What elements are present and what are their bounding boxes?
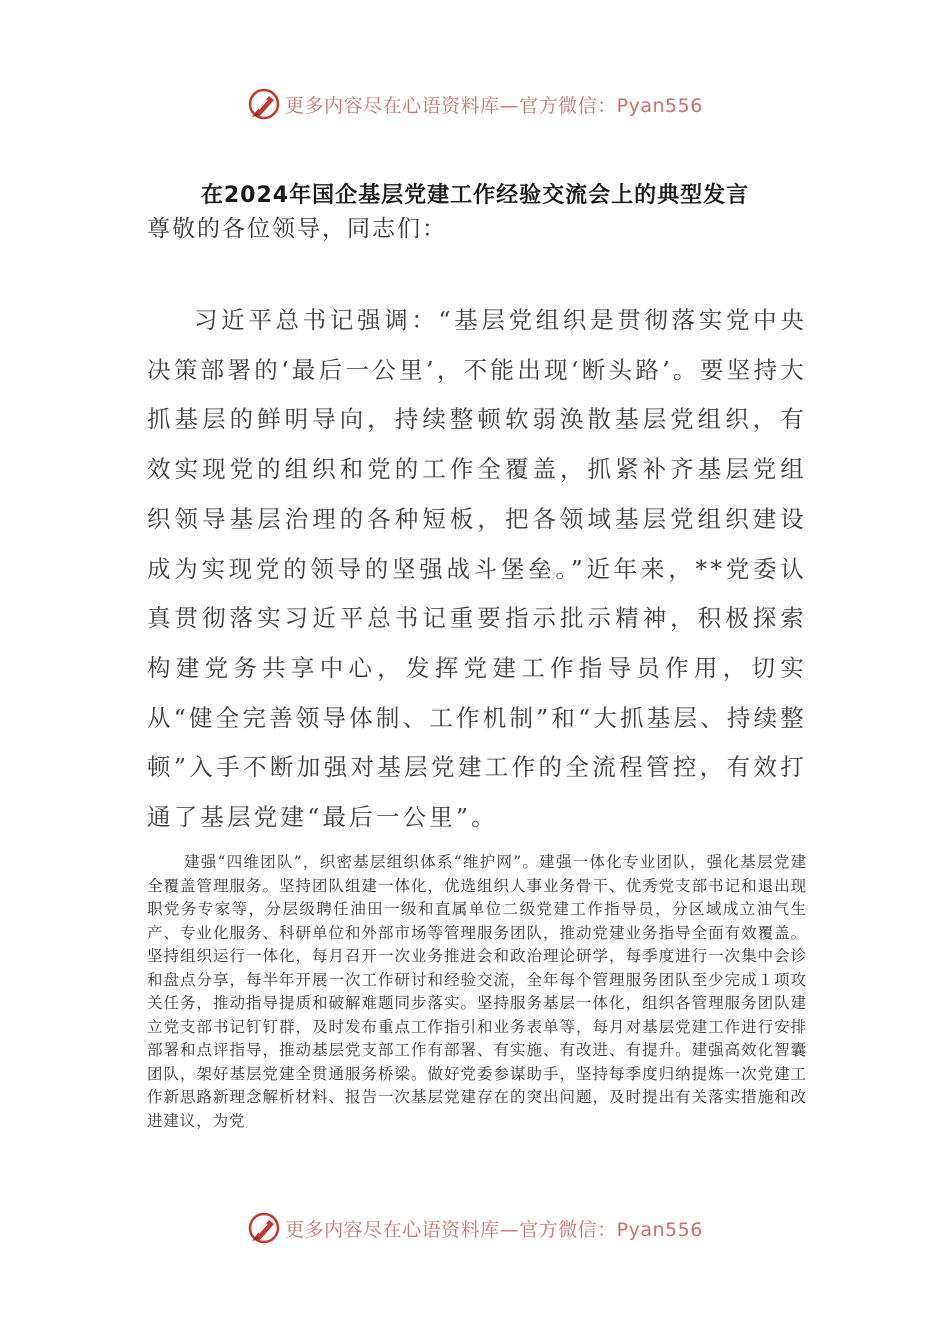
footer-banner	[0, 1208, 950, 1248]
header-banner	[0, 84, 950, 124]
pen-nib-icon	[247, 87, 281, 121]
banner-text: 更多内容尽在心语资料库—官方微信：Pyan556	[285, 1218, 703, 1241]
pen-nib-icon	[247, 1211, 281, 1245]
document-title: 在2024年国企基层党建工作经验交流会上的典型发言	[200, 183, 750, 208]
salutation: 尊敬的各位领导，同志们：	[147, 216, 447, 242]
paragraph-intro: 习近平总书记强调：“基层党组织是贯彻落实党中央决策部署的‘最后一公里’，不能出现‘断头路’。要坚持大抓基层的鲜明导向，持续整顿软弱涣散基层党组织，有效实现党的组织和党的工作全覆盖，抓紧补齐基层党组织领导基层治理的各种短板，把各领域基层党组织建设成为实现党的领导的坚强战斗堡垒。”近年来，**党委认真贯彻落实习近平总书记重要指示批示精神，积极探索构建党务共享中心，发挥党建工作指导员作用，切实从“健全完善领导体制、工作机制”和“大抓基层、持续整顿”入手不断加强对基层党建工作的全流程管控，有效打通了基层党建“最后一公里”。	[147, 306, 807, 832]
banner-text: 更多内容尽在心语资料库—官方微信：Pyan556	[285, 94, 703, 117]
paragraph-body: 建强“四维团队”，织密基层组织体系“维护网”。建强一体化专业团队，强化基层党建全覆盖管理服务。坚持团队组建一体化，优选组织人事业务骨干、优秀党支部书记和退出现职党务专家等，分层级聘任油田一级和直属单位二级党建工作指导员，分区域成立油气生产、专业化服务、科研单位和外部市场等管理服务团队，推动党建业务指导全面有效覆盖。坚持组织运行一体化，每月召开一次业务推进会和政治理论研学，每季度进行一次集中会诊和盘点分享，每半年开展一次工作研讨和经验交流，全年每个管理服务团队至少完成１项攻关任务，推动指导提质和破解难题同步落实。坚持服务基层一体化，组织各管理服务团队建立党支部书记钉钉群，及时发布重点工作指引和业务表单等，每月对基层党建工作进行安排部署和点评指导，推动基层党支部工作有部署、有实施、有改进、有提升。建强高效化智囊团队，架好基层党建全贯通服务桥梁。做好党委参谋助手，坚持每季度归纳提炼一次党建工作新思路新理念解析材料、报告一次基层党建存在的突出问题，及时提出有关落实措施和改进建议，为党	[147, 853, 807, 1130]
